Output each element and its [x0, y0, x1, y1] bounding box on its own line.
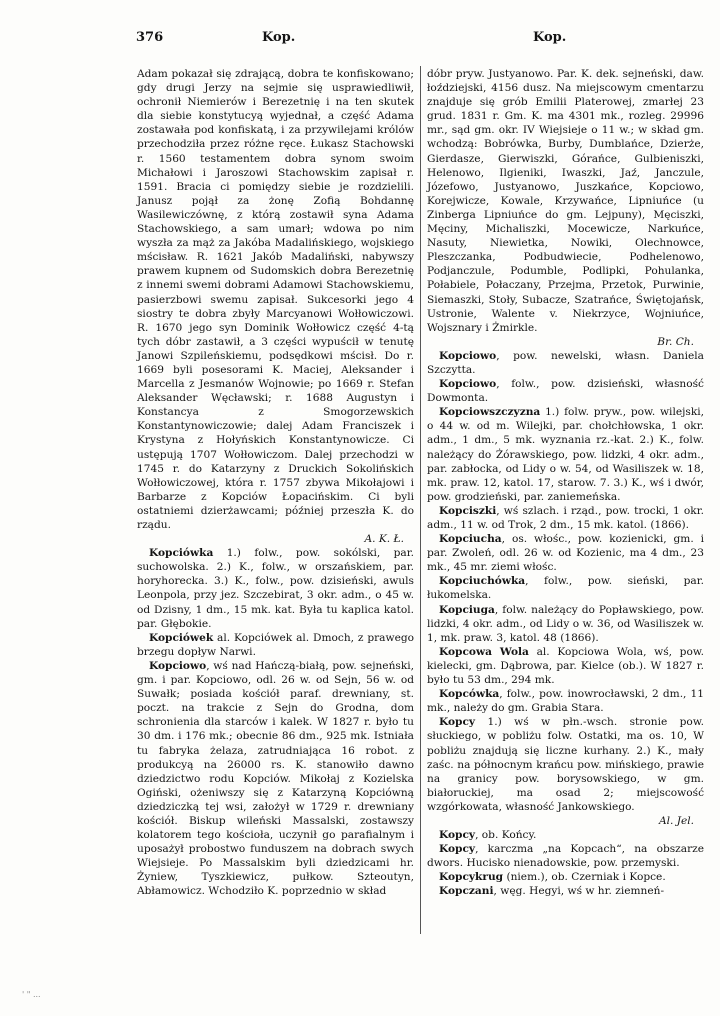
entry-text: 1.) folw. pryw., pow. wilejski, o 44 w. od m. Wilejki, par. chołchłowska, 1 okr. adm., 1 dm., 5 mk. wyznania rz.-kat. 2.) K., folw. należący do Żórawskiego, pow. lidzki, 4 okr. adm., par. zabłocka, od Lidy o w. 54, od Wasiliszek w. 18, mk. praw. 12, katol. 17, starow. 7. 3.) K., wś i dwór, pow. grodzieński, par. zaniemeńska. [427, 406, 704, 503]
entry-text: al. Kopciówek al. Dmoch, z prawego brzegu dopływ Narwi. [137, 631, 414, 658]
entry-headword: Kopciówek [149, 631, 214, 644]
author-signature: Al. Jel. [658, 814, 694, 827]
entry-continuation [427, 67, 704, 349]
entry-text: 1.) wś w płn.-wsch. stronie pow. słuckiego, w pobliżu folw. Ostatki, ma os. 10, W pobliżu znajdują się liczne kurhany. 2.) K., mały zaśc. na północnym krańcu pow. mińskiego, prawie na granicy pow. borysowskiego, w gm. białoruckiej, ma osad 2; miejscowość wzgórkowata, własność Jankowskiego. [427, 716, 704, 813]
entry-headword: Kopcy [439, 843, 476, 856]
right-column [427, 67, 704, 899]
entry-headword: Kopcy [439, 829, 476, 842]
dictionary-entry [427, 842, 704, 870]
entry-text: (niem.), ob. Czerniak i Kopce. [503, 871, 666, 884]
dictionary-entry [427, 645, 704, 687]
entry-headword: Kopciowszczyzna [439, 406, 541, 419]
author-signature: A. K. Ł. [364, 533, 404, 546]
dictionary-entry [427, 532, 704, 574]
entry-text: , karczma „na Kopcach“, na obszarze dwors. Hucisko nienadowskie, pow. przemyski. [427, 843, 704, 870]
column-divider [420, 66, 421, 934]
entry-headword: Kopciówka [149, 547, 214, 560]
entry-text: , folw., pow. inowrocławski, 2 dm., 11 mk., należy do gm. Grabia Stara. [427, 688, 704, 715]
entry-continuation [137, 67, 414, 546]
dictionary-entry [427, 574, 704, 602]
dictionary-entry [427, 715, 704, 828]
entry-headword: Kopciucha [439, 533, 502, 546]
entry-text: , wś nad Hańczą-białą, pow. sejneński, gm. i par. Kopciowo, odl. 26 w. od Sejn, 56 w. od Suwałk; posiada kościół paraf. drewniany, st. poczt. na trakcie z Sejn do Grodna, dom schronienia dla starców i kalek. W 1827 r. było tu 30 dm. i 176 mk.; obecnie 86 dm., 925 mk. Istniała tu fabryka żelaza, zatrudniająca 16 robot. z produkcyą na 26000 rs. K. stanowiło dawno dziedzictwo rodu Kopciów. Mikołaj z Kozielska Ogiński, ożeniwszy się z Katarzyną Kopciówną dziedziczką tej wsi, założył w 1729 r. drewniany kościół. Biskup wileński Massalski, zostawszy kolatorem tego kościoła, uczynił go parafialnym i uposażył probostwo funduszem na dobrach swych Wiejsieje. Po Massalskim byli dziedzicami hr. Żyniew, Tyszkiewicz, pułkow. Szteoutyn, Abłamowicz. Wchodziło K. poprzednio w skład [137, 659, 414, 898]
entry-text: , folw., pow. sieński, par. łukomelska. [427, 575, 704, 602]
dictionary-entry [427, 884, 704, 898]
author-signature: Br. Ch. [657, 335, 694, 348]
dictionary-entry [427, 828, 704, 842]
entry-headword: Kopcykrug [439, 871, 504, 884]
entry-headword: Kopcy [439, 716, 476, 729]
entry-headword: Kopciowo [149, 659, 207, 672]
entry-text: , pow. newelski, własn. Daniela Szczytta. [427, 349, 704, 376]
entry-text: , wś szlach. i rząd., pow. trocki, 1 okr. adm., 11 w. od Trok, 2 dm., 15 mk. katol. (1866). [427, 504, 704, 531]
entry-headword: Kopcowa Wola [439, 645, 529, 658]
entry-headword: Kopcówka [439, 688, 500, 701]
dictionary-entry [427, 870, 704, 884]
left-column [137, 67, 414, 899]
entry-headword: Kopczani [439, 885, 494, 898]
running-head-left: Kop. [262, 30, 296, 45]
entry-text: Adam pokazał się zdrającą, dobra te konfiskowano; gdy drugi Jerzy na sejmie się usprawiedliwił, ochronił Niemierów i Berezetnię i na ten skutek dla siebie konstytucyą wyjednał, a część Adama zostawała pod konfiskatą, i za przywilejami królów przechodziła przez różne ręce. Łukasz Stachowski r. 1560 testamentem dobra synom swoim Michałowi i Jaroszowi Stachowskim zapisał r. 1591. Bracia ci pomiędzy siebie je rozdzielili. Janusz pojął za żonę Zofią Bohdannę Wasilewiczównę, z którą zostawił syna Adama Stachowskiego, a sam umarł; wdowa po nim wyszła za mąż za Jakóba Madalińskiego, wojskiego mścisław. R. 1621 Jakób Madaliński, nabywszy prawem kupnem od Sudomskich dobra Berezetnię z innemi swemi dobrami Adamowi Stachowskiemu, pasierzbowi swemu zapisał. Sukcesorki jego 4 siostry te dobra zbyły Marcyanowi Wołłowiczowi. R. 1670 jego syn Dominik Wołłowicz część 4-tą tych dóbr zastawił, a 3 części wypuścił w tenutę Janowi Szpileńskiemu, podsędkowi mścisł. Do r. 1669 byli posesorami K. Maciej, Aleksander i Marcella z Jesmanów Wojnowie; po 1669 r. Stefan Aleksander Węcławski; r. 1688 Augustyn i Konstancya z Smogorzewskich Konstantynowiczowie; dalej Adam Franciszek i Krystyna z Hołyńskich Konstantynowicze. Ci ustępują 1707 Wołłowiczom. Dalej przechodzi w 1745 r. do Katarzyny z Druckich Sokolińskich Wołłowiczowej, która r. 1757 zbywa Mikołajowi i Barbarze z Kopciów Łopacińskim. Ci byli ostatniemi dzierżawcami; później przeszła K. do rządu. [137, 68, 414, 531]
entry-headword: Kopciowo [439, 349, 497, 362]
entry-text: 1.) folw., pow. sokólski, par. suchowolska. 2.) K., folw., w orszańskiem, par. horyhorecka. 3.) K., folw., pow. dzisieński, awuls Leonpola, przy jez. Szczebirat, 3 okr. adm., o 45 w. od Dzisny, 1 dm., 15 mk. kat. Była tu kaplica katol. par. Głębokie. [137, 547, 414, 630]
entry-text: dóbr pryw. Justyanowo. Par. K. dek. sejneński, daw. łoździejski, 4156 dusz. Na miejscowym cmentarzu znajduje się grób Emilii Platerowej, zmarłej 23 grud. 1831 r. Gm. K. ma 4301 mk., rozleg. 29996 mr., sąd gm. okr. IV Wiejsieje o 11 w.; w skład gm. wchodzą: Bobrówka, Burby, Dumblańce, Dzierże, Gierdasze, Gierwiszki, Górańce, Gulbieniszki, Helenowo, Ilgieniki, Iwaszki, Jaź, Janczule, Józefowo, Justyanowo, Juszkańce, Kopciowo, Korejwicze, Kowale, Krzywańce, Lipniuńce (u Zinberga Lipniuńce do gm. Lejpuny), Męciszki, Męciny, Michaliszki, Mocewicze, Narkuńce, Nasuty, Niewietka, Nowiki, Olechnowce, Pleszczanka, Podbudwiecie, Podhelenowo, Podjanczule, Podumble, Podlipki, Pohulanka, Połabiele, Połaczany, Przejma, Przetok, Purwinie, Siemaszki, Stoły, Subacze, Szatrańce, Świętojańsk, Ustronie, Walente v. Niekrzyce, Wojniuńce, Wojsznary i Żmirkle. [427, 68, 704, 334]
entry-text: , folw., pow. dzisieński, własność Dowmonta. [427, 378, 704, 405]
footer-marks: ' " ... [22, 990, 41, 999]
dictionary-entry [137, 631, 414, 659]
dictionary-entry [427, 377, 704, 405]
page-header [136, 30, 702, 52]
entry-headword: Kopciszki [439, 504, 497, 517]
entry-headword: Kopciuga [439, 603, 495, 616]
dictionary-entry [427, 687, 704, 715]
entry-headword: Kopciuchówka [439, 575, 526, 588]
entry-text: , os. włośc., pow. kozienicki, gm. i par. Zwoleń, odl. 26 w. od Kozienic, ma 4 dm., 23 mk., 45 mr. ziemi włośc. [427, 533, 704, 574]
dictionary-entry [427, 504, 704, 532]
dictionary-entry [427, 349, 704, 377]
entry-text: al. Kopciowa Wola, wś, pow. kielecki, gm. Dąbrowa, par. Kielce (ob.). W 1827 r. było tu 53 dm., 294 mk. [427, 645, 705, 687]
dictionary-entry [427, 603, 704, 645]
entry-text: , węg. Hegyi, wś w hr. ziemneń- [493, 885, 665, 898]
entry-text: , folw. należący do Popławskiego, pow. lidzki, 4 okr. adm., od Lidy o w. 36, od Wasiliszek w. 1, mk. praw. 3, katol. 48 (1866). [427, 603, 704, 644]
running-head-right: Kop. [533, 30, 567, 45]
dictionary-entry [137, 546, 414, 631]
entry-headword: Kopciowo [439, 378, 497, 391]
entry-text: , ob. Końcy. [475, 829, 537, 842]
dictionary-entry [427, 405, 704, 504]
page-number: 376 [136, 30, 164, 45]
dictionary-entry [137, 659, 414, 899]
